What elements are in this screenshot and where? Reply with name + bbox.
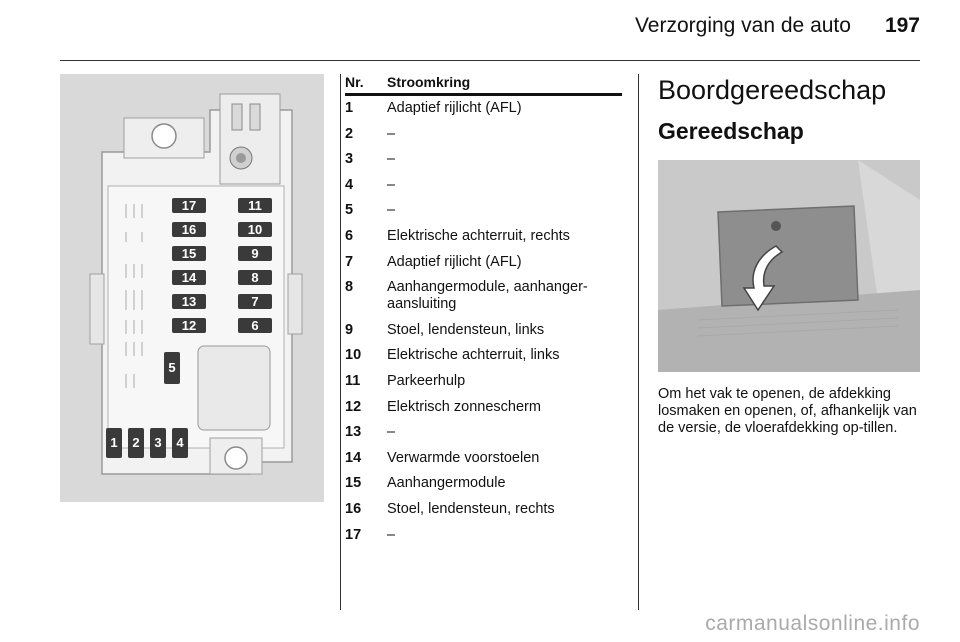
table-row <box>345 523 622 549</box>
fuse-1: 1 <box>106 428 122 458</box>
fuse-8: 8 <box>238 270 272 285</box>
circuit-name: Aanhangermodule <box>387 475 506 492</box>
fuse-12: 12 <box>172 318 206 333</box>
table-row <box>345 275 622 318</box>
table-row <box>345 147 622 173</box>
fuse-7: 7 <box>238 294 272 309</box>
fuse-16: 16 <box>172 222 206 237</box>
fuse-number: 15 <box>345 475 362 492</box>
watermark-text: carmanualsonline.info <box>705 612 920 635</box>
page-number: 197 <box>884 14 920 37</box>
circuit-name: Parkeerhulp <box>387 372 466 389</box>
fuse-13: 13 <box>172 294 206 309</box>
column-divider-right <box>638 74 639 610</box>
section-heading: Boordgereedschap <box>658 75 887 105</box>
fuse-box-illustration <box>60 74 324 502</box>
fuse-number: 13 <box>345 424 362 441</box>
fuse-2: 2 <box>128 428 144 458</box>
fuse-15: 15 <box>172 246 206 261</box>
fuse-number: 10 <box>345 347 362 364</box>
fuse-number: 4 <box>345 176 354 193</box>
table-row <box>345 343 622 369</box>
fuse-box-drawing <box>60 74 324 502</box>
fuse-number: 17 <box>345 526 362 543</box>
circuit-name: Elektrische achterruit, links <box>387 347 560 364</box>
section-subheading: Gereedschap <box>658 118 804 144</box>
column-divider-left <box>340 74 341 610</box>
fuse-number: 9 <box>345 321 354 338</box>
circuit-name: – <box>387 202 396 219</box>
circuit-name: Stoel, lendensteun, links <box>387 321 545 338</box>
circuit-name: Stoel, lendensteun, rechts <box>387 500 555 517</box>
fuse-number: 1 <box>345 100 354 116</box>
circuit-name: – <box>387 151 396 168</box>
circuit-name: – <box>387 125 396 142</box>
circuit-name: Aanhangermodule, aanhanger-aansluiting <box>387 279 588 313</box>
circuit-name: Adaptief rijlicht (AFL) <box>387 100 522 116</box>
header-nr: Nr. <box>345 74 364 90</box>
table-row <box>345 471 622 497</box>
fuse-number: 3 <box>345 151 354 168</box>
table-body <box>345 96 622 548</box>
circuit-name: Verwarmde voorstoelen <box>387 449 540 466</box>
table-row <box>345 497 622 523</box>
trunk-compartment-photo <box>658 160 920 372</box>
fuse-number: 11 <box>345 372 361 389</box>
trunk-photo-drawing <box>658 160 920 372</box>
fuse-number: 7 <box>345 253 354 270</box>
fuse-6: 6 <box>238 318 272 333</box>
table-row <box>345 318 622 344</box>
fuse-number: 14 <box>345 449 362 466</box>
page-header <box>635 14 920 38</box>
fuse-17: 17 <box>172 198 206 213</box>
table-row <box>345 446 622 472</box>
fuse-14: 14 <box>172 270 206 285</box>
fuse-number: 6 <box>345 227 354 244</box>
fuse-9: 9 <box>238 246 272 261</box>
circuit-name: – <box>387 176 396 193</box>
fuse-number: 8 <box>345 279 354 296</box>
page-title: Verzorging van de auto <box>634 14 851 37</box>
fuse-4: 4 <box>172 428 188 458</box>
table-row <box>345 369 622 395</box>
circuit-name: Adaptief rijlicht (AFL) <box>387 253 522 270</box>
fuse-number: 16 <box>345 500 362 517</box>
circuit-name: – <box>387 526 396 543</box>
circuit-name: Elektrische achterruit, rechts <box>387 227 570 244</box>
fuse-10: 10 <box>238 222 272 237</box>
fuse-number: 12 <box>345 398 362 415</box>
fuse-11: 11 <box>238 198 272 213</box>
table-row <box>345 198 622 224</box>
table-row <box>345 122 622 148</box>
table-row <box>345 224 622 250</box>
fuse-3: 3 <box>150 428 166 458</box>
fuse-number: 2 <box>345 125 354 142</box>
circuit-name: Elektrisch zonnescherm <box>387 398 541 415</box>
table-row <box>345 96 622 122</box>
fuse-number: 5 <box>345 202 354 219</box>
table-row <box>345 420 622 446</box>
fuse-table <box>345 74 622 548</box>
instruction-paragraph: Om het vak te openen, de afdekking losmaken en openen, of, afhankelijk van de versie, de vloerafdekking op-tillen. <box>658 386 917 436</box>
header-rule <box>60 60 920 61</box>
table-row <box>345 395 622 421</box>
header-circuit: Stroomkring <box>387 74 471 90</box>
fuse-5: 5 <box>164 352 180 384</box>
table-header <box>345 74 622 96</box>
table-row <box>345 250 622 276</box>
tools-section <box>658 74 920 437</box>
circuit-name: – <box>387 424 396 441</box>
table-row <box>345 173 622 199</box>
